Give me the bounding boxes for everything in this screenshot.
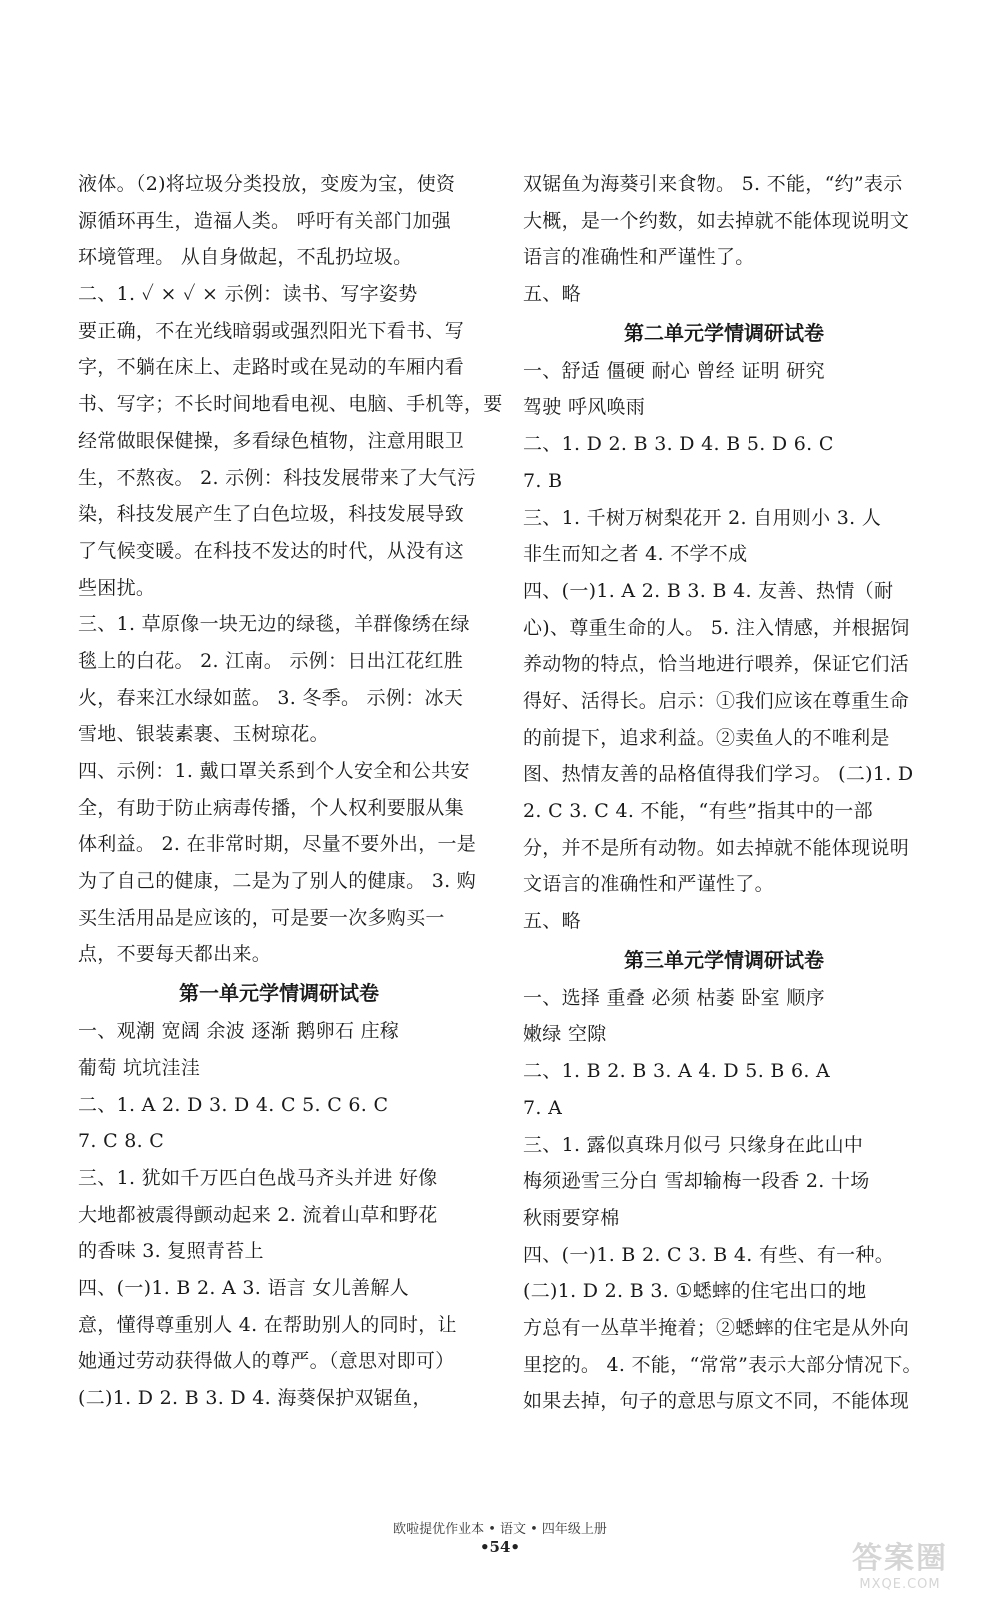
answer-line: 生，不熬夜。 2. 示例：科技发展带来了大气污	[78, 466, 477, 489]
page-number: •54•	[479, 1538, 521, 1556]
answer-line: 买生活用品是应该的，可是要一次多购买一	[78, 906, 445, 929]
answer-line: 为了自己的健康，二是为了别人的健康。 3. 购	[78, 870, 477, 893]
answer-line: 文语言的准确性和严谨性了。	[523, 873, 774, 896]
answer-line: 2. C 3. C 4. 不能，“有些”指其中的一部	[523, 800, 873, 822]
answer-line: 一、观潮 宽阔 余波 逐渐 鹅卵石 庄稼	[78, 1020, 400, 1043]
answer-line: 火，春来江水绿如蓝。 3. 冬季。 示例：冰天	[78, 686, 464, 709]
answer-line: 源循环再生，造福人类。 呼吁有关部门加强	[78, 209, 452, 232]
answer-line: 二、1. A 2. D 3. D 4. C 5. C 6. C	[78, 1093, 389, 1116]
answer-line: 驾驶 呼风唤雨	[523, 396, 646, 419]
left-column	[78, 166, 503, 1417]
answer-line: 秋雨要穿棉	[523, 1206, 620, 1229]
answer-line: 一、选择 重叠 必须 枯萎 卧室 顺序	[523, 986, 825, 1009]
answer-line: 大概，是一个约数，如去掉就不能体现说明文	[523, 209, 910, 232]
answer-line: 三、1. 犹如千万匹白色战马齐头并进 好像	[78, 1166, 438, 1189]
answer-line: 环境管理。 从自身做起，不乱扔垃圾。	[78, 246, 413, 269]
answer-line: 三、1. 露似真珠月似弓 只缘身在此山中	[523, 1133, 864, 1156]
answer-line: 分，并不是所有动物。如去掉就不能体现说明	[523, 836, 910, 859]
answer-line: 四、(一)1. B 2. C 3. B 4. 有些、有一种。	[523, 1243, 895, 1266]
answer-line: (二)1. D 2. B 3. ①蟋蟀的住宅出口的地	[523, 1280, 867, 1303]
answer-line: 嫩绿 空隙	[523, 1023, 607, 1046]
answer-line: 梅须逊雪三分白 雪却输梅一段香 2. 十场	[523, 1170, 870, 1193]
answer-line: 非生而知之者 4. 不学不成	[523, 543, 748, 566]
answer-line: 的香味 3. 复照青苔上	[78, 1240, 264, 1263]
answer-line: 点，不要每天都出来。	[78, 943, 272, 966]
answer-line: 养动物的特点，恰当地进行喂养，保证它们活	[523, 653, 910, 676]
watermark-logo-text: 答案圈	[852, 1540, 948, 1576]
answer-line: 毯上的白花。 2. 江南。 示例：日出江花红胜	[78, 649, 464, 672]
answer-line: 大地都被震得颤动起来 2. 流着山草和野花	[78, 1203, 438, 1226]
answer-line: 染，科技发展产生了白色垃圾，科技发展导致	[78, 503, 465, 526]
answer-line: 经常做眼保健操，多看绿色植物，注意用眼卫	[78, 429, 465, 452]
answer-line: 7. B	[523, 469, 563, 492]
answer-line: 书、写字；不长时间地看电视、电脑、手机等，要	[78, 393, 503, 416]
answer-line: 方总有一丛草半掩着；②蟋蟀的住宅是从外向	[523, 1316, 910, 1339]
answer-line: 二、1. ✓ × ✓ × 示例：读书、写字姿势	[78, 283, 418, 306]
answer-line: (二)1. D 2. B 3. D 4. 海葵保护双锯鱼，	[78, 1387, 432, 1409]
answer-line: 五、略	[523, 910, 581, 933]
answer-line: 的前提下，追求利益。②卖鱼人的不唯利是	[523, 726, 890, 749]
answer-line: 二、1. B 2. B 3. A 4. D 5. B 6. A	[523, 1060, 831, 1083]
answer-line: 体利益。 2. 在非常时期，尽量不要外出，一是	[78, 833, 477, 856]
footer-book-title: 欧啦提优作业本 • 语文 • 四年级上册	[393, 1522, 607, 1537]
answer-line: 心)、尊重生命的人。 5. 注入情感，并根据饲	[523, 616, 910, 639]
watermark-logo	[820, 1530, 980, 1594]
answer-line: 些困扰。	[78, 576, 156, 599]
answer-line: 五、略	[523, 283, 581, 306]
section-heading-unit-2: 第二单元学情调研试卷	[624, 320, 824, 345]
answer-line: 葡萄 坑坑洼洼	[78, 1056, 201, 1079]
answer-line: 四、(一)1. A 2. B 3. B 4. 友善、热情（耐	[523, 579, 894, 602]
answer-line: 四、示例：1. 戴口罩关系到个人安全和公共安	[78, 760, 470, 782]
watermark-url: MXQE.COM	[859, 1576, 941, 1592]
answer-line: 意，懂得尊重别人 4. 在帮助别人的同时，让	[78, 1313, 457, 1336]
answer-line: 雪地、银装素裹、玉树琼花。	[78, 723, 329, 746]
answer-line: 里挖的。 4. 不能，“常常”表示大部分情况下。	[523, 1353, 922, 1376]
answer-line: 全，有助于防止病毒传播，个人权利要服从集	[78, 796, 465, 819]
answer-line: 要正确，不在光线暗弱或强烈阳光下看书、写	[78, 319, 465, 342]
right-column	[523, 166, 925, 1420]
answer-line: 一、舒适 僵硬 耐心 曾经 证明 研究	[523, 359, 825, 382]
answer-line: 三、1. 千树万树梨花开 2. 自用则小 3. 人	[523, 506, 882, 529]
answer-line: 了气候变暖。在科技不发达的时代，从没有这	[78, 539, 465, 562]
answer-line: 语言的准确性和严谨性了。	[523, 246, 755, 269]
answer-line: 液体。（2)将垃圾分类投放，变废为宝，使资	[78, 173, 456, 195]
answer-line: 双锯鱼为海葵引来食物。 5. 不能，“约”表示	[523, 173, 903, 195]
answer-line: 如果去掉，句子的意思与原文不同，不能体现	[523, 1390, 910, 1413]
answer-line: 她通过劳动获得做人的尊严。（意思对即可）	[78, 1350, 455, 1373]
section-heading-unit-3: 第三单元学情调研试卷	[624, 947, 824, 972]
answer-line: 7. A	[523, 1096, 563, 1119]
section-heading-unit-1: 第一单元学情调研试卷	[179, 981, 379, 1006]
answer-line: 得好、活得长。启示：①我们应该在尊重生命	[523, 689, 910, 712]
answer-line: 图、热情友善的品格值得我们学习。 (二)1. D	[523, 763, 914, 786]
answer-line: 7. C 8. C	[78, 1130, 165, 1153]
answer-line: 三、1. 草原像一块无边的绿毯，羊群像绣在绿	[78, 613, 470, 636]
answer-line: 字，不躺在床上、走路时或在晃动的车厢内看	[78, 356, 465, 379]
answer-line: 二、1. D 2. B 3. D 4. B 5. D 6. C	[523, 433, 834, 456]
answer-line: 四、(一)1. B 2. A 3. 语言 女儿善解人	[78, 1276, 409, 1299]
